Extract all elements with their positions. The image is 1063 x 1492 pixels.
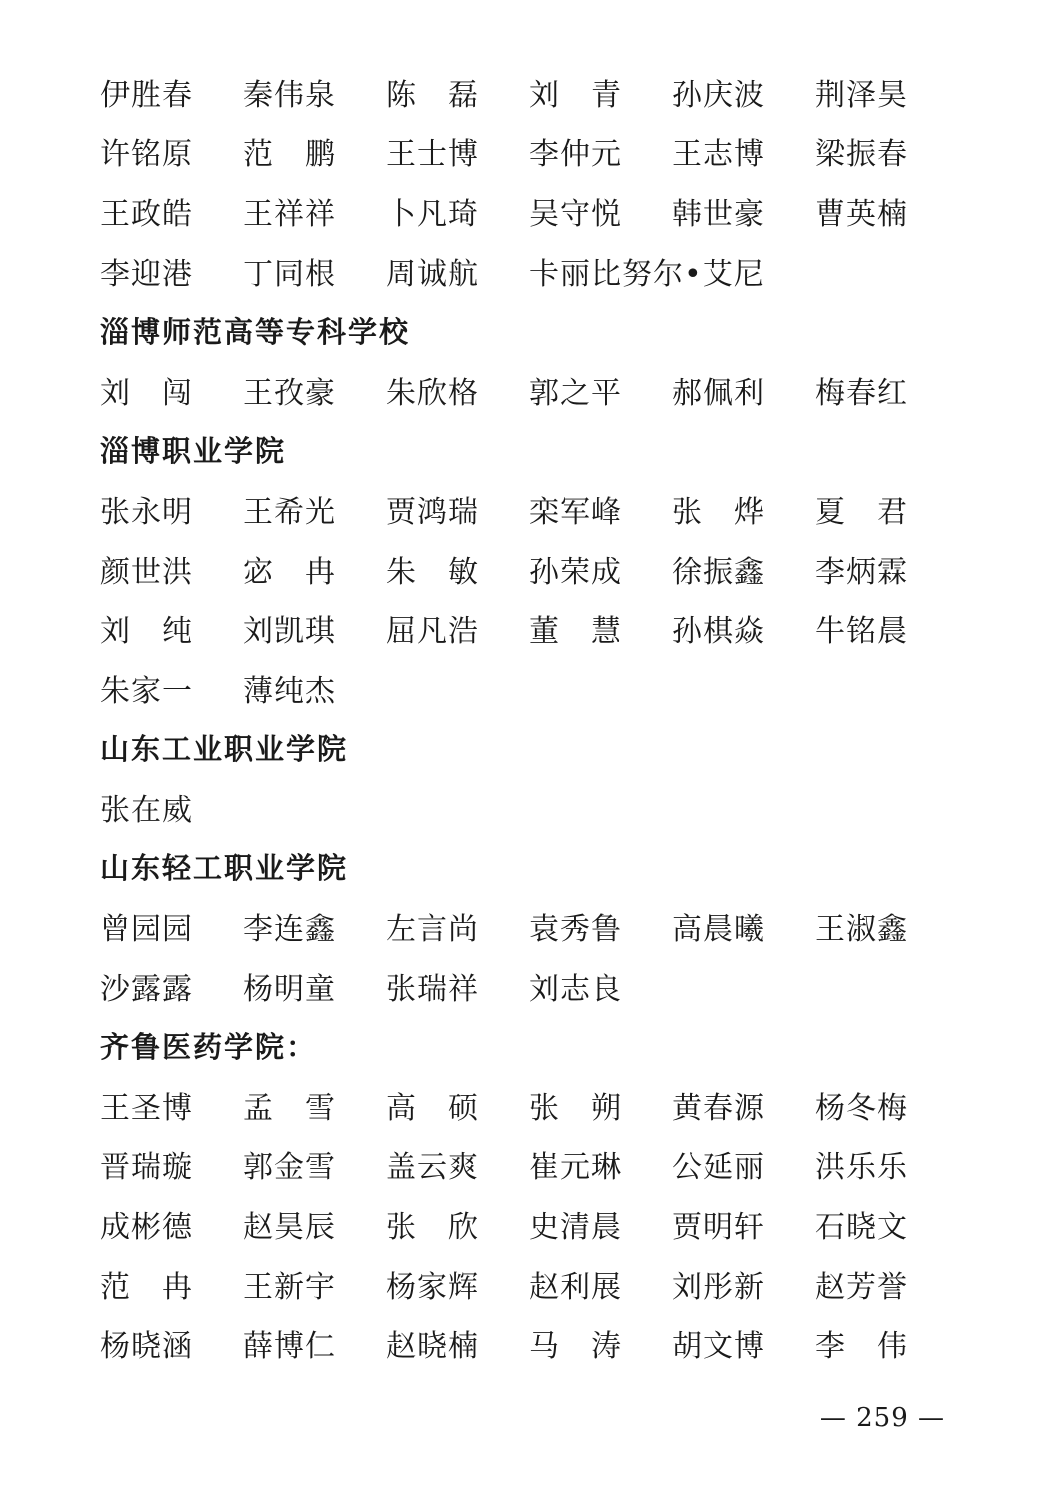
person-name: 刘 闯: [100, 375, 193, 411]
name-row: [100, 122, 960, 182]
person-name: 荆泽昊: [815, 77, 908, 113]
person-name: 张永明: [100, 494, 193, 530]
person-name: 张在威: [100, 792, 193, 828]
person-name: 董 慧: [529, 614, 622, 650]
person-name: 曾园园: [100, 912, 193, 948]
person-name: 屈凡浩: [386, 614, 479, 650]
person-name: 晋瑞璇: [100, 1150, 193, 1186]
person-name: 梁振春: [815, 137, 908, 173]
person-name: 孟 雪: [243, 1090, 336, 1126]
person-name: 李 伟: [815, 1329, 908, 1365]
person-name: 刘彤新: [672, 1269, 765, 1305]
person-name: 王祥祥: [243, 196, 336, 232]
person-name: 沙露露: [100, 971, 193, 1007]
person-name: 杨晓涵: [100, 1329, 193, 1365]
person-name: 王希光: [243, 494, 336, 530]
person-name: 袁秀鲁: [529, 912, 622, 948]
person-name: 卜凡琦: [386, 196, 479, 232]
person-name: 薛博仁: [243, 1329, 336, 1365]
person-name: 崔元琳: [529, 1150, 622, 1186]
name-row: [100, 62, 960, 122]
person-name: 孙棋焱: [672, 614, 765, 650]
person-name: 梅春红: [815, 375, 908, 411]
name-row: [100, 1194, 960, 1254]
person-name: 王新宇: [243, 1269, 336, 1305]
person-name: 韩世豪: [672, 196, 765, 232]
name-row: [100, 181, 960, 241]
person-name: 颜世洪: [100, 554, 193, 590]
person-name: 朱 敏: [386, 554, 479, 590]
name-row: [100, 479, 960, 539]
person-name: 杨冬梅: [815, 1090, 908, 1126]
person-name: 李仲元: [529, 137, 622, 173]
person-name: 洪乐乐: [815, 1150, 908, 1186]
person-name: 左言尚: [386, 912, 479, 948]
name-row: [100, 896, 960, 956]
person-name: 牛铭晨: [815, 614, 908, 650]
person-name: 范 鹏: [243, 137, 336, 173]
person-name: 王圣博: [100, 1090, 193, 1126]
person-name: 李迎港: [100, 256, 193, 292]
name-row: [100, 241, 960, 301]
person-name: 孙荣成: [529, 554, 622, 590]
person-name: 吴守悦: [529, 196, 622, 232]
person-name: 范 冉: [100, 1269, 193, 1305]
person-name: 朱欣格: [386, 375, 479, 411]
section-heading: 淄博师范高等专科学校: [100, 314, 411, 349]
person-name: 郝佩利: [672, 375, 765, 411]
person-name: 马 涛: [529, 1329, 622, 1365]
person-name: 许铭原: [100, 137, 193, 173]
name-row: [100, 956, 960, 1016]
name-row: [100, 1135, 960, 1195]
person-name: 贾明轩: [672, 1210, 765, 1246]
person-name: 高晨曦: [672, 912, 765, 948]
person-name: 陈 磊: [386, 77, 479, 113]
person-name: 王士博: [386, 137, 479, 173]
section-heading: 齐鲁医药学院：: [100, 1029, 318, 1064]
person-name: 杨家辉: [386, 1269, 479, 1305]
person-name: 成彬德: [100, 1210, 193, 1246]
person-name: 王志博: [672, 137, 765, 173]
person-name: 杨明童: [243, 971, 336, 1007]
person-name: 薄纯杰: [243, 673, 336, 709]
person-name: 史清晨: [529, 1210, 622, 1246]
page-number: — 259 —: [819, 1403, 945, 1433]
section-heading: 淄博职业学院: [100, 433, 287, 468]
name-row: [100, 1075, 960, 1135]
person-name: 伊胜春: [100, 77, 193, 113]
person-name: 王淑鑫: [815, 912, 908, 948]
person-name: 孙庆波: [672, 77, 765, 113]
person-name: 石晓文: [815, 1210, 908, 1246]
person-name: 秦伟泉: [243, 77, 336, 113]
person-name: 郭之平: [529, 375, 622, 411]
person-name: 王孜豪: [243, 375, 336, 411]
person-name: 高 硕: [386, 1090, 479, 1126]
person-name: 胡文博: [672, 1329, 765, 1365]
person-name: 刘志良: [529, 971, 622, 1007]
person-name: 徐振鑫: [672, 554, 765, 590]
person-name: 张瑞祥: [386, 971, 479, 1007]
person-name: 夏 君: [815, 494, 908, 530]
section-heading: 山东轻工职业学院: [100, 851, 349, 886]
name-row: [100, 658, 960, 718]
person-name: 公延丽: [672, 1150, 765, 1186]
section-heading: 山东工业职业学院: [100, 731, 349, 766]
person-name: 李连鑫: [243, 912, 336, 948]
name-row: [100, 598, 960, 658]
person-name: 郭金雪: [243, 1150, 336, 1186]
person-name: 曹英楠: [815, 196, 908, 232]
person-name: 盖云爽: [386, 1150, 479, 1186]
person-name: 赵利展: [529, 1269, 622, 1305]
person-name: 赵芳誉: [815, 1269, 908, 1305]
person-name: 张 烨: [672, 494, 765, 530]
person-name: 王政皓: [100, 196, 193, 232]
person-name: 黄春源: [672, 1090, 765, 1126]
name-row: [100, 1254, 960, 1314]
person-name: 张 欣: [386, 1210, 479, 1246]
person-name: 栾军峰: [529, 494, 622, 530]
name-row: [100, 1313, 960, 1373]
person-name: 刘 纯: [100, 614, 193, 650]
person-name: 卡丽比努尔•艾尼: [529, 256, 765, 292]
person-name: 张 朔: [529, 1090, 622, 1126]
name-row: [100, 360, 960, 420]
person-name: 周诚航: [386, 256, 479, 292]
person-name: 刘 青: [529, 77, 622, 113]
person-name: 朱家一: [100, 673, 193, 709]
person-name: 李炳霖: [815, 554, 908, 590]
person-name: 赵晓楠: [386, 1329, 479, 1365]
person-name: 贾鸿瑞: [386, 494, 479, 530]
person-name: 丁同根: [243, 256, 336, 292]
person-name: 刘凯琪: [243, 614, 336, 650]
name-row: [100, 539, 960, 599]
name-list: [100, 62, 960, 1373]
person-name: 宓 冉: [243, 554, 336, 590]
person-name: 赵昊辰: [243, 1210, 336, 1246]
name-row: [100, 777, 960, 837]
